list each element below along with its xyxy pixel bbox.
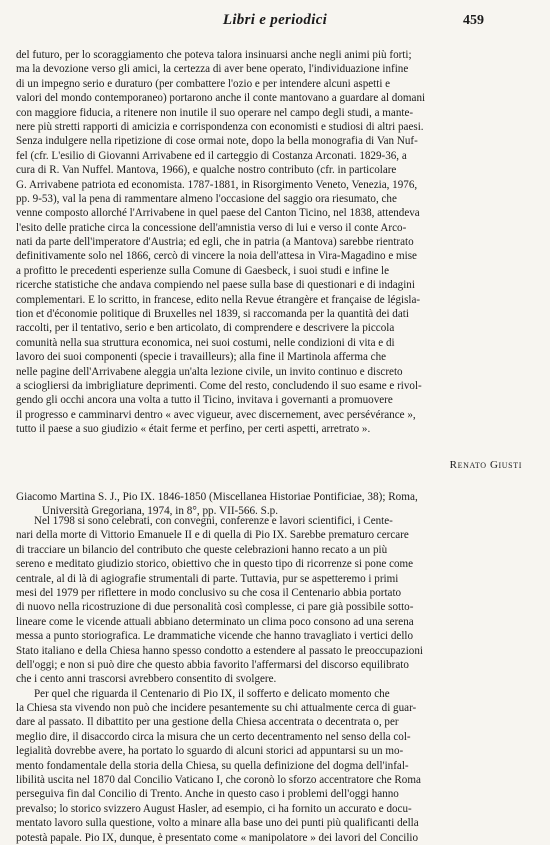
text-line: venne composto allorché l'Arrivabene in quel paese del Canton Ticino, nel 1838, attendeva [16, 207, 420, 220]
text-line: nari della morte di Vittorio Emanuele II e di quella di Pio IX. Sarebbe prematuro cercare [16, 529, 409, 542]
text-line: con maggiore fiducia, a ritenere non inutile il suo operare nel campo degli studi, a mante- [16, 106, 414, 119]
text-line: l'esito delle pratiche circa la concessione dell'amnistia verso di lui e verso il conte Arco- [16, 221, 407, 234]
text-line: comunità nella sua struttura economica, nei suoi costumi, nelle condizioni di vita e di [16, 336, 395, 349]
text-line: nelle pagine dell'Arrivabene aleggia un'alta lezione civile, un invito continuo e discreto [16, 365, 403, 378]
text-line: definitivamente solo nel 1866, cercò di vincere la noia dell'attesa in Vira-Magadino e mise [16, 250, 417, 263]
text-line: fel (cfr. L'esilio di Giovanni Arrivabene ed il carteggio di Costanza Arconati. 1829-36, a [16, 149, 407, 162]
review-paragraph-arrivabene [16, 48, 526, 437]
text-line: Giacomo Martina S. J., Pio IX. 1846-1850 (Miscellanea Historiae Pontificiae, 38); Roma, [16, 491, 418, 503]
text-line: lavoro dei suoi componenti (specie i travailleurs); alla fine il Martinola afferma che [16, 351, 387, 364]
text-line: dell'oggi; e non si può dire che questo abbia favorito l'affermarsi del discorso equilibrato [16, 658, 409, 671]
text-line: G. Arrivabene patriota ed economista. 1787-1881, in Risorgimento Veneto, Venezia, 1976, [16, 178, 418, 191]
text-line: mentato lavoro sulla questione, volto a minare alla base uno dei punti più qualificanti della [16, 817, 419, 830]
text-line: gendo gli occhi ancora una volta a tutto il Ticino, invitava i governanti a promuovere [16, 394, 393, 407]
reviewer-signature: Renato Giusti [449, 459, 522, 471]
text-line: lineare come le vicende attuali abbiano determinato un clima poco consono ad una serena [16, 615, 414, 628]
text-line: nere più stretti rapporti di amicizia e corrispondenza con economisti e studiosi di altri paesi. [16, 120, 424, 133]
text-line: di nuovo nella ricostruzione di due personalità così complesse, ci pare già possibile sotto- [16, 601, 414, 614]
text-line: a profitto le precedenti esperienze sulla Comune di Gaesbeck, i suoi studi e infine le [16, 264, 390, 277]
text-line: prevalso; lo storico svizzero August Hasler, ad esempio, ci ha fornito un accurato e docu- [16, 802, 412, 815]
text-line: cura di R. Van Nuffel. Mantova, 1966), e qualche nostro contributo (cfr. in particolare [16, 164, 397, 177]
text-line: perseguiva fin dal Concilio di Trento. Anche in questo caso i problemi dell'oggi hanno [16, 788, 399, 801]
text-line: messa a punto storiografica. Le drammatiche vicende che hanno travagliato i vertici dello [16, 630, 414, 643]
text-line: del futuro, per lo scoraggiamento che poteva talora insinuarsi anche negli animi più forti; [16, 49, 412, 61]
text-line: potestà papale. Pio IX, dunque, è presentato come « manipolatore » dei lavori del Concilio [16, 831, 419, 844]
text-line: ma la devozione verso gli amici, la certezza di aver bene operato, l'individuazione infine [16, 63, 409, 76]
text-line: sereno e meditato giudizio storico, obiettivo che in questo tipo di ricorrenze si pone come [16, 558, 414, 571]
text-line: mesi del 1979 per riflettere in modo conclusivo su che cosa il Centenario abbia portato [16, 586, 402, 599]
text-line: mento fondamentale della storia della Chiesa, su quella definizione del dogma dell'infal- [16, 759, 409, 772]
running-title: Libri e periodici [222, 12, 328, 28]
text-line: legialità dovrebbe avere, ha portato lo sguardo di alcuni storici ad appuntarsi su un mo- [16, 745, 404, 758]
page-number: 459 [463, 13, 484, 28]
text-line: valori del mondo contemporaneo) portarono anche il conte mantovano a guardare al domani [16, 92, 426, 105]
text-line: di un impegno serio e duraturo (per combattere l'ozio e per intendere alcuni aspetti e [16, 77, 391, 90]
text-line: tutto il paese a suo giudizio « était ferme et perfino, per certi aspetti, arretrato ». [16, 423, 371, 436]
running-header [0, 0, 550, 40]
text-line: il progresso e camminarvi dentro « avec vigueur, avec discernement, avec persévérance », [16, 408, 416, 421]
text-line: tion et d'économie politique di Bruxelles nel 1839, si raccomanda per la quantità dei dati [16, 308, 409, 321]
text-line: la Chiesa sta vivendo non può che incidere pesantemente su chi attualmente cerca di guar- [16, 702, 417, 715]
text-line: libilità uscita nel 1870 dal Concilio Vaticano I, che coronò lo sforzo accentratore che Roma [16, 774, 421, 787]
text-line: pp. 9-53), val la pena di rammentare almeno l'occasione del saggio ora riesumato, che [16, 192, 397, 205]
text-line: raccolti, per il tentativo, serio e ben articolato, di comprendere e descrivere la piccola [16, 322, 395, 335]
text-line: Senza indulgere nella ripetizione di cose ormai note, dopo la bella monografia di Van Nuf- [16, 135, 418, 148]
text-line: ricerche statistiche che andava compiendo nel paese sulla base di questionari e di indagini [16, 279, 415, 292]
text-line: Stato italiano e della Chiesa hanno spesso condotto a estendere al passato le preoccupazioni [16, 644, 423, 657]
text-line: a sciogliersi da imbrigliature deprimenti. Come del resto, concludendo il suo esame e rivol- [16, 379, 422, 392]
text-line: Per quel che riguarda il Centenario di Pio IX, il sofferto e delicato momento che [34, 687, 390, 700]
text-line: meglio dire, il disaccordo circa la misura che un certo decentramento nel senso della col- [16, 730, 411, 743]
text-line: nati da parte dell'imperatore d'Austria; ed egli, che in patria (a Mantova) sarebbe rientrato [16, 236, 414, 249]
text-line: Università Gregoriana, 1974, in 8°, pp. VII-566. S.p. [42, 505, 279, 518]
text-line: complementari. E lo scritto, in francese, edito nella Revue étrangère et française de législa- [16, 293, 421, 306]
text-line: di tracciare un bilancio del contributo che queste celebrazioni hanno recato a un più [16, 543, 388, 556]
text-line: che i cento anni trascorsi avrebbero consentito di svolgere. [16, 673, 277, 686]
text-line: dare al passato. Il dibattito per una gestione della Chiesa accentrata o decentrata o, per [16, 716, 399, 729]
review-paragraph-pio-ix [16, 514, 526, 845]
text-line: centrale, al di là di agiografie strumentali di parte. Tuttavia, pur se aspetteremo i primi [16, 572, 399, 585]
text-line: Nel 1798 si sono celebrati, con convegni, conferenze e lavori scientifici, i Cente- [34, 515, 393, 527]
